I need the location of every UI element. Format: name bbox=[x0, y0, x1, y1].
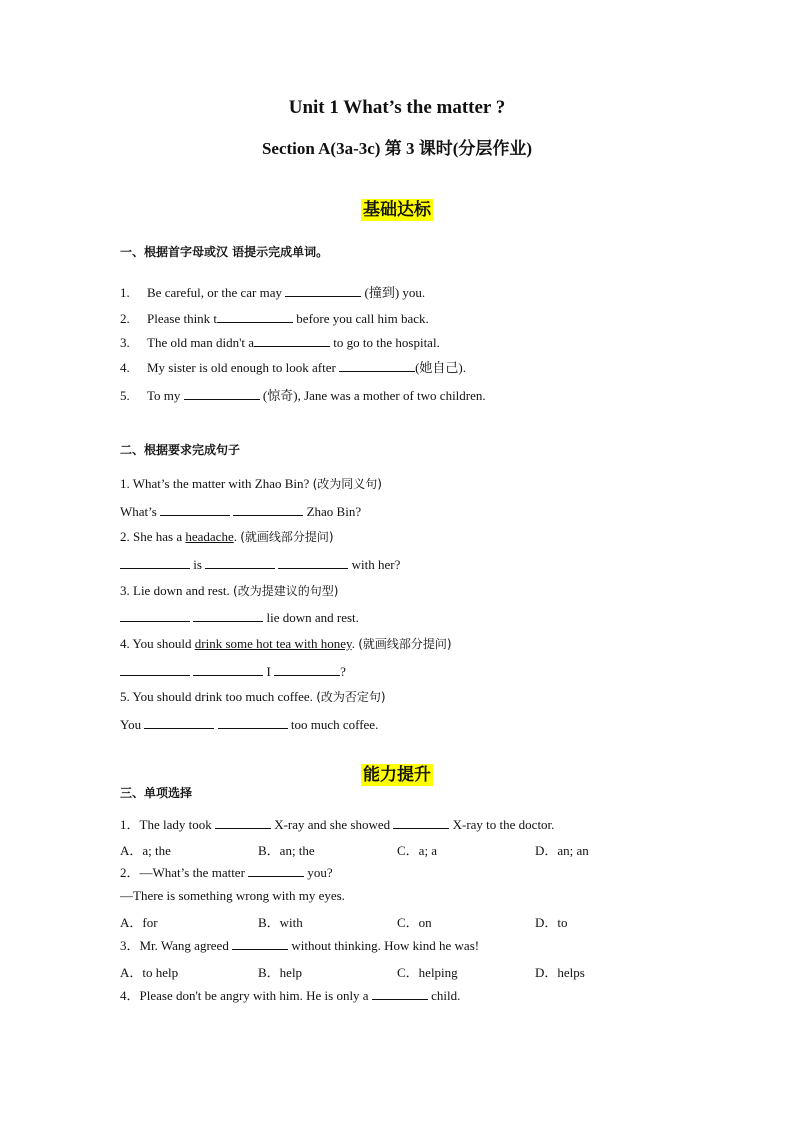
part1-item-3: 3. The old man didn't a to go to the hospital. bbox=[120, 335, 440, 350]
part2-q2: 2. She has a headache. (就画线部分提问) bbox=[120, 529, 334, 544]
part2-q5-answer: You too much coffee. bbox=[120, 717, 379, 732]
section-banner-basic: 基础达标 bbox=[363, 200, 431, 220]
answer-blank[interactable] bbox=[120, 609, 190, 622]
part1-item-4: 4. My sister is old enough to look after (她自己). bbox=[120, 360, 467, 375]
part2-q1-answer: What’s Zhao Bin? bbox=[120, 504, 362, 519]
answer-blank[interactable] bbox=[160, 503, 230, 516]
answer-blank[interactable] bbox=[184, 387, 260, 400]
part2-q4: 4. You should drink some hot tea with honey. (就画线部分提问) bbox=[120, 636, 452, 651]
option-d[interactable]: D．an; an bbox=[535, 843, 589, 858]
part2-q1: 1. What’s the matter with Zhao Bin? (改为同义句) bbox=[120, 476, 382, 491]
part2-q2-answer: is with her? bbox=[120, 556, 400, 573]
part3-q4: 4．Please don't be angry with him. He is only a child. bbox=[120, 988, 461, 1003]
answer-blank[interactable] bbox=[215, 816, 271, 829]
section-banner-advanced: 能力提升 bbox=[363, 765, 431, 785]
answer-blank[interactable] bbox=[372, 987, 428, 1000]
part2-q5: 5. You should drink too much coffee. (改为否定句) bbox=[120, 689, 386, 704]
part2-q4-answer: I ? bbox=[120, 663, 346, 680]
answer-blank[interactable] bbox=[205, 556, 275, 569]
option-a[interactable]: A．for bbox=[120, 915, 158, 930]
answer-blank[interactable] bbox=[278, 556, 348, 569]
answer-blank[interactable] bbox=[218, 716, 288, 729]
page-subtitle: Section A(3a-3c) 第 3 课时(分层作业) bbox=[261, 139, 533, 158]
answer-blank[interactable] bbox=[217, 310, 293, 323]
part3-heading: 三、单项选择 bbox=[120, 786, 193, 800]
part1-item-5: 5. To my (惊奇), Jane was a mother of two children. bbox=[120, 388, 486, 403]
answer-blank[interactable] bbox=[274, 663, 340, 676]
option-c[interactable]: C．helping bbox=[397, 965, 458, 980]
page-title: Unit 1 What’s the matter ? bbox=[288, 97, 506, 118]
option-a[interactable]: A．a; the bbox=[120, 843, 171, 858]
part2-q3-answer: lie down and rest. bbox=[120, 609, 359, 626]
answer-blank[interactable] bbox=[285, 284, 361, 297]
part2-q3: 3. Lie down and rest. (改为提建议的句型) bbox=[120, 583, 339, 598]
answer-blank[interactable] bbox=[193, 609, 263, 622]
option-b[interactable]: B．an; the bbox=[258, 843, 315, 858]
part1-item-2: 2. Please think t before you call him back. bbox=[120, 311, 429, 326]
option-d[interactable]: D．to bbox=[535, 915, 568, 930]
answer-blank[interactable] bbox=[339, 359, 415, 372]
answer-blank[interactable] bbox=[248, 864, 304, 877]
part2-heading: 二、根据要求完成句子 bbox=[120, 443, 241, 457]
answer-blank[interactable] bbox=[193, 663, 263, 676]
answer-blank[interactable] bbox=[144, 716, 214, 729]
answer-blank[interactable] bbox=[393, 816, 449, 829]
option-b[interactable]: B．help bbox=[258, 965, 303, 980]
option-b[interactable]: B．with bbox=[258, 915, 303, 930]
part3-q1: 1．The lady took X-ray and she showed X-ray to the doctor. bbox=[120, 817, 555, 832]
option-c[interactable]: C．a; a bbox=[397, 843, 438, 858]
part1-item-1: 1. Be careful, or the car may (撞到) you. bbox=[120, 285, 426, 300]
answer-blank[interactable] bbox=[233, 503, 303, 516]
option-a[interactable]: A．to help bbox=[120, 965, 179, 980]
answer-blank[interactable] bbox=[254, 334, 330, 347]
answer-blank[interactable] bbox=[120, 556, 190, 569]
part3-q2: 2．—What’s the matter you? bbox=[120, 865, 333, 880]
option-d[interactable]: D．helps bbox=[535, 965, 585, 980]
answer-blank[interactable] bbox=[232, 937, 288, 950]
part3-q2-line2: —There is something wrong with my eyes. bbox=[120, 888, 345, 903]
part3-q3: 3．Mr. Wang agreed without thinking. How kind he was! bbox=[120, 938, 480, 953]
answer-blank[interactable] bbox=[120, 663, 190, 676]
option-c[interactable]: C．on bbox=[397, 915, 432, 930]
part1-heading: 一、根据首字母或汉 语提示完成单词。 bbox=[120, 245, 329, 259]
